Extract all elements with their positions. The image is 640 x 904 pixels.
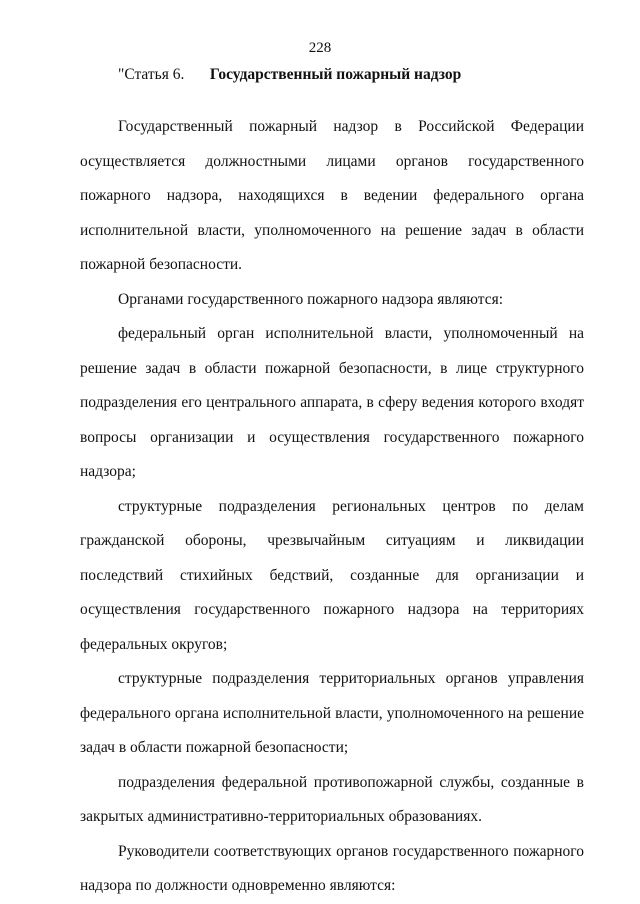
paragraph-federal-body: федеральный орган исполнительной власти, уполномоченный на решение задач в области пожарной безопасности, в лице структурного подразделения его центрального аппарата, в сферу ведения которого входят вопросы организации и осуществления государственного пожарного надзора; xyxy=(80,325,584,480)
paragraph-territorial-bodies: структурные подразделения территориальных органов управления федерального органа исполнительной власти, уполномоченного на решение задач в области пожарной безопасности; xyxy=(80,670,584,756)
paragraph-intro: Государственный пожарный надзор в Российской Федерации осуществляется должностными лицами органов государственного пожарного надзора, находящихся в ведении федерального органа исполнительной власти, уполномоченного на решение задач в области пожарной безопасности. xyxy=(80,118,584,273)
article-body xyxy=(80,110,584,904)
paragraph-regional-centers: структурные подразделения региональных центров по делам гражданской обороны, чрезвычайным ситуациям и ликвидации последствий стихийных бедствий, созданные для организации и осуществления государственного пожарного надзора на территориях федеральных округов; xyxy=(80,497,584,653)
article-heading xyxy=(118,66,461,84)
article-title: Государственный пожарный надзор xyxy=(209,66,462,83)
page-number: 228 xyxy=(308,40,332,56)
article-number: "Статья 6. xyxy=(118,66,185,83)
paragraph-bodies-list-header: Органами государственного пожарного надзора являются: xyxy=(118,290,504,308)
paragraph-fire-service-units: подразделения федеральной противопожарной службы, созданные в закрытых административно-территориальных образованиях. xyxy=(80,773,584,825)
paragraph-heads: Руководители соответствующих органов государственного пожарного надзора по должности одновременно являются: xyxy=(80,842,584,894)
